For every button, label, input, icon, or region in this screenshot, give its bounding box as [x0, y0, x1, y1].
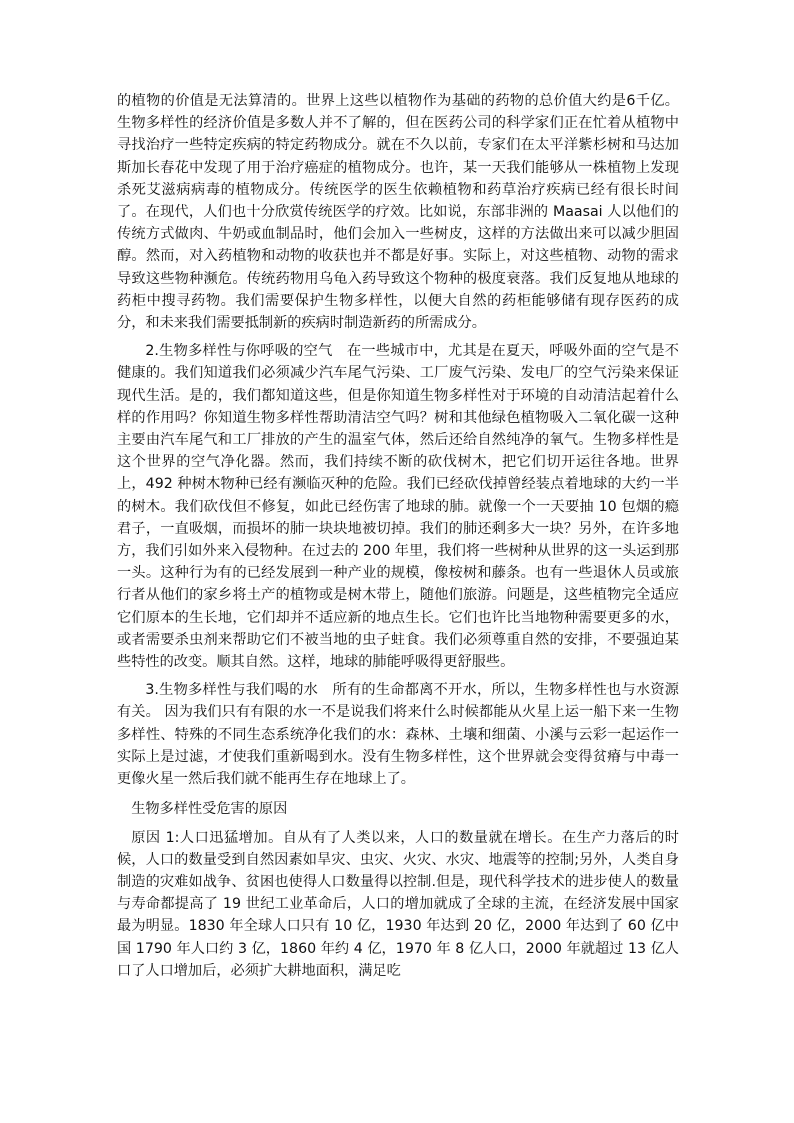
paragraph-air: 2.生物多样性与你呼吸的空气 在一些城市中，尤其是在夏天，呼吸外面的空气是不健康的。我们知道我们必须减少汽车尾气污染、工厂废气污染、发电厂的空气污染来保证现代生活。是的，我们都知道这些，但是你知道生物多样性对于环境的自动清洁起着什么样的作用吗？你知道生物多样性帮助清洁空气吗？树和其他绿色植物吸入二氧化碳一这种主要由汽车尾气和工厂排放的产生的温室气体，然后还给自然纯净的氧气。生物多样性是这个世界的空气净化器。然而，我们持续不断的砍伐树木，把它们切开运往各地。世界上，492 种树木物种已经有濒临灭种的危险。我们已经砍伐掉曾经装点着地球的大约一半的树木。我们砍伐但不修复，如此已经伤害了地球的肺。就像一个一天要抽 10 包烟的瘾君子，一直吸烟，而损坏的肺一块块地被切掉。我们的肺还剩多大一块？另外，在许多地方，我们引如外来入侵物种。在过去的 200 年里，我们将一些树种从世界的这一头运到那一头。这种行为有的已经发展到一种产业的规模，像桉树和藤条。也有一些退休人员或旅行者从他们的家乡将土产的植物或是树木带上，随他们旅游。问题是，这些植物完全适应它们原本的生长地，它们却并不适应新的地点生长。它们也许比当地物种需要更多的水，或者需要杀虫剂来帮助它们不被当地的虫子蛀食。我们必须尊重自然的安排，不要强迫某些特性的改变。顺其自然。这样，地球的肺能呼吸得更舒服些。 — [117, 343, 679, 671]
paragraph-population: 原因 1:人口迅猛增加。自从有了人类以来，人口的数量就在增长。在生产力落后的时候，人口的数量受到自然因素如旱灾、虫灾、火灾、水灾、地震等的控制;另外，人类自身制造的灾难如战争、贫困也使得人口数量得以控制.但是，现代科学技术的进步使人的数量与寿命都提高了 19 世纪工业革命后，人口的增加就成了全球的主流，在经济发展中国家最为明显。1830 年全球人口只有 10 亿，1930 年达到 20 亿，2000 年达到了 60 亿中国 1790 年人口约 3 亿，1860 年约 4 亿，1970 年 8 亿人口，2000 年就超过 13 亿人口了人口增加后，必须扩大耕地面积，满足吃 — [117, 829, 679, 979]
paragraph-water: 3.生物多样性与我们喝的水 所有的生命都离不开水，所以，生物多样性也与水资源有关。 因为我们只有有限的水一不是说我们将来什么时候都能从火星上运一船下来一生物多样性、特殊的不同生态系统净化我们的水：森林、土壤和细菌、小溪与云彩一起运作一实际上是过滤，才使我们重新喝到水。没有生物多样性，这个世界就会变得贫瘠与中毒一更像火星一然后我们就不能再生存在地球上了。 — [117, 682, 679, 788]
section-heading: 生物多样性受危害的原因 — [131, 801, 288, 818]
document-page — [117, 90, 679, 982]
paragraph-medicine-value: 的植物的价值是无法算清的。世界上这些以植物作为基础的药物的总价值大约是6千亿。生物多样性的经济价值是多数人并不了解的，但在医药公司的科学家们正在忙着从植物中寻找治疗一些特定疾病的特定药物成分。就在不久以前，专家们在太平洋紫杉树和马达加斯加长春花中发现了用于治疗癌症的植物成分。也许，某一天我们能够从一株植物上发现杀死艾滋病病毒的植物成分。传统医学的医生依赖植物和药草治疗疾病已经有很长时间了。在现代，人们也十分欣赏传统医学的疗效。比如说，东部非洲的 Maasai 人以他们的传统方式做肉、牛奶或血制品时，他们会加入一些树皮，这样的方法做出来可以减少胆固醇。然而，对入药植物和动物的收获也并不都是好事。实际上，对这些植物、动物的需求导致这些物种濒危。传统药物用乌龟入药导致这个物种的极度衰落。我们反复地从地球的药柜中搜寻药物。我们需要保护生物多样性，以便大自然的药柜能够储有现存医药的成分，和未来我们需要抵制新的疾病时制造新药的所需成分。 — [117, 93, 679, 332]
